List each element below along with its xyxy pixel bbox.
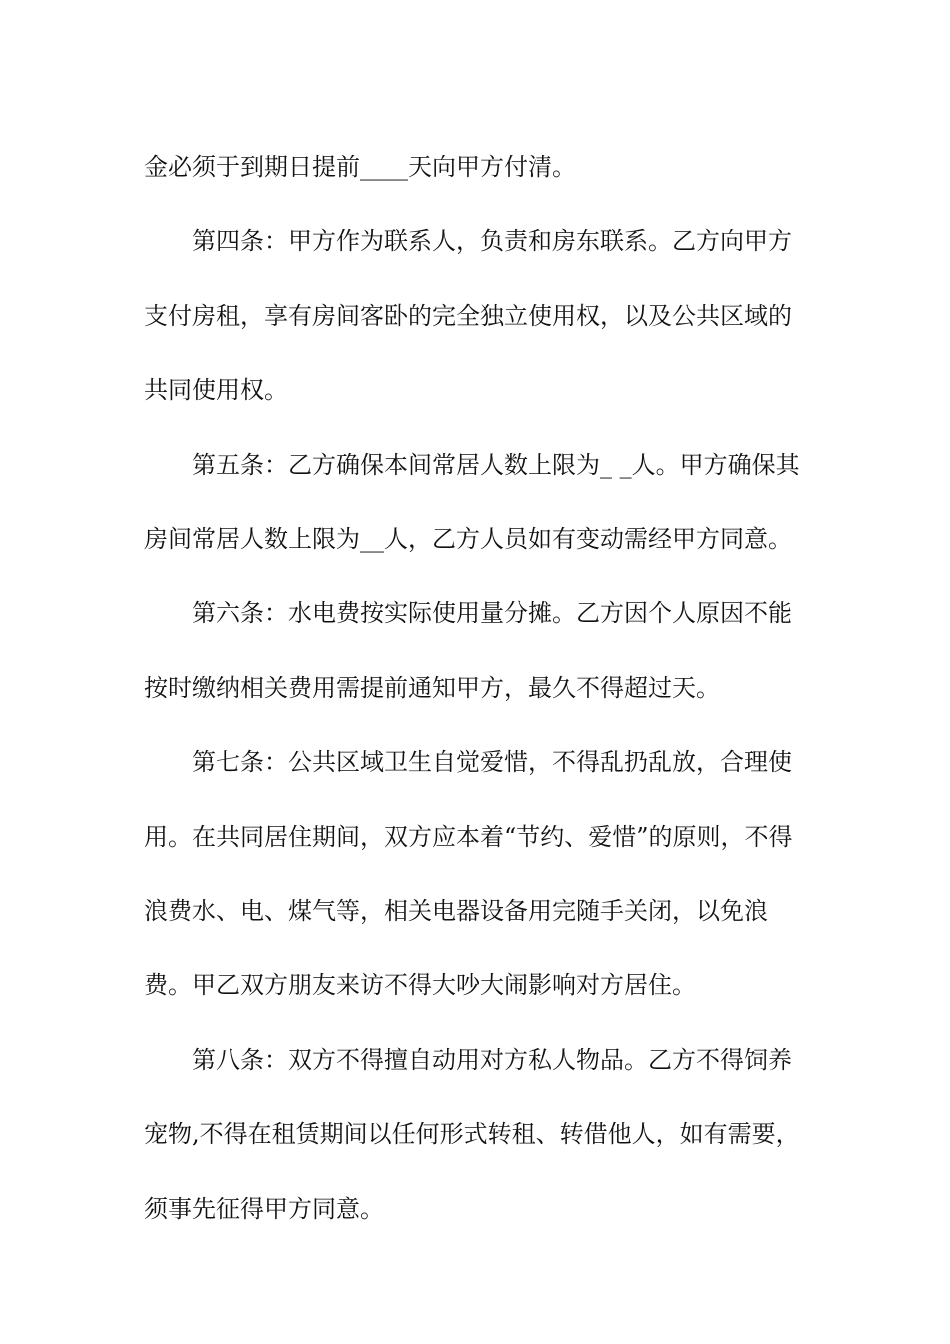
paragraph-continuation: 金必须于到期日提前____天向甲方付清。 <box>144 153 576 181</box>
paragraph-article-6: 第六条：水电费按实际使用量分摊。乙方因个人原因不能按时缴纳相关费用需提前通知甲方，最久不得超过天。 <box>144 599 792 702</box>
paragraph-article-7: 第七条：公共区域卫生自觉爱惜，不得乱扔乱放，合理使用。在共同居住期间，双方应本着“节约、爱惜”的原则，不得浪费水、电、煤气等，相关电器设备用完随手关闭，以免浪费。甲乙双方朋友来访不得大吵大闹影响对方居住。 <box>144 748 793 1000</box>
paragraph-article-8: 第八条：双方不得擅自动用对方私人物品。乙方不得饲养宠物,不得在租赁期间以任何形式转租、转借他人，如有需要，须事先征得甲方同意。 <box>144 1045 800 1223</box>
paragraph-article-5: 第五条：乙方确保本间常居人数上限为_ _人。甲方确保其房间常居人数上限为__人，乙方人员如有变动需经甲方同意。 <box>144 450 800 554</box>
document-body <box>144 130 806 1246</box>
paragraph-article-4: 第四条：甲方作为联系人，负责和房东联系。乙方向甲方支付房租，享有房间客卧的完全独立使用权，以及公共区域的共同使用权。 <box>144 227 792 405</box>
